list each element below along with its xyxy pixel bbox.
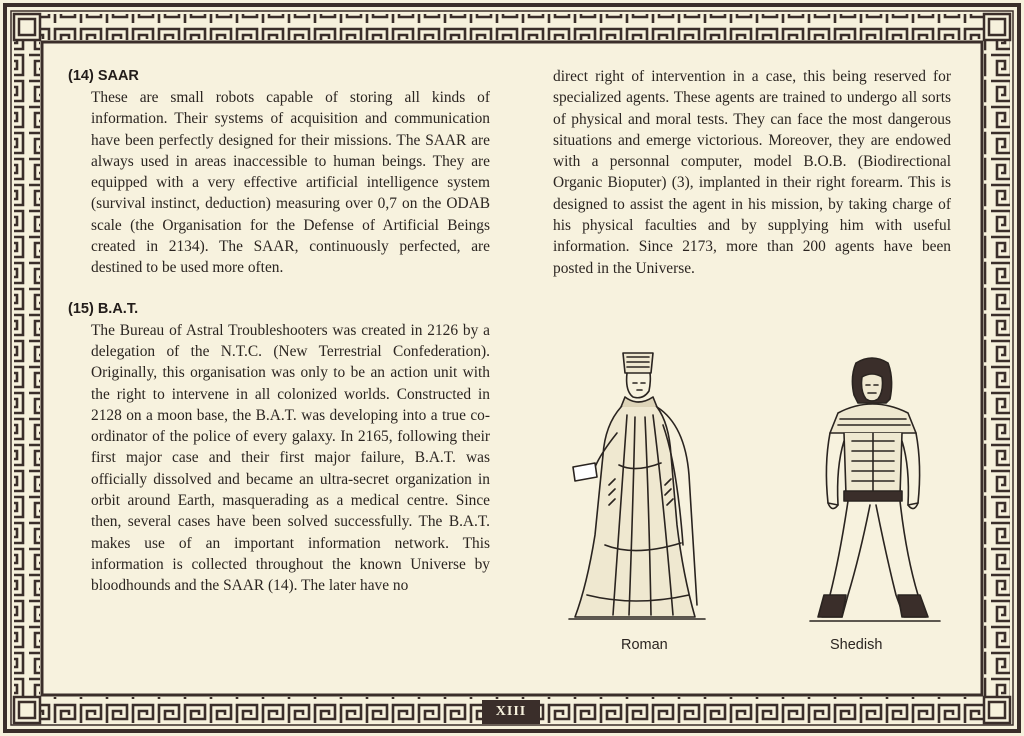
shedish-caption: Shedish [830, 637, 883, 653]
section-15-body: The Bureau of Astral Troubleshooters was created in 2126 by a delegation of the N.T.C. (New Terrestrial Confederation). Originally, this organisation was only to be an action unit with the right to intervene in all colonized worlds. Constructed in 2128 on a moon base, the B.A.T. was developing into a true co-ordinator of the police of every galaxy. In 2165, following their first major case and their first major failure, B.A.T. was officially dissolved and became an ultra-secret organization in orbit around Earth, masquerading as a medical centre. Since then, several cases have been solved successfully. The B.A.T. makes use of an important information network. This information is collected throughout the known Universe by bloodhounds and the SAAR (14). The later have no [91, 321, 490, 595]
section-15-heading: (15) B.A.T. [68, 300, 139, 317]
right-column [553, 66, 951, 279]
section-15-continuation: direct right of intervention in a case, this being reserved for specialized agents. These agents are trained to undergo all sorts of physical and moral tests. They can face the most dangerous situations and emerge victorious. Moreover, they are endowed with a personnal computer, model B.O.B. (Biodirectional Organic Bioputer) (3), implanted in their right forearm. This is designed to assist the agent in his mission, by taking charge of his physical faculties and by supplying him with useful information. Since 2173, more than 200 agents have been posted in the Universe. [553, 68, 951, 277]
section-14-heading: (14) SAAR [68, 68, 139, 84]
left-column [68, 66, 490, 597]
roman-caption: Roman [621, 637, 668, 653]
section-14-body: These are small robots capable of storing all kinds of information. Their systems of acquisition and communication have been perfectly designed for their missions. The SAAR are always used in areas inaccessible to human beings. They are equipped with a very effective artificial intelligence system (survival instinct, deduction) measuring over 0,7 on the ODAB scale (the Organisation for the Defense of Artificial Beings created in 2134). The SAAR, continuously perfected, are destined to be used more often. [91, 89, 490, 277]
page-number: XIII [482, 700, 540, 724]
shedish-figure-illustration [800, 355, 945, 635]
roman-figure-illustration [565, 345, 710, 630]
